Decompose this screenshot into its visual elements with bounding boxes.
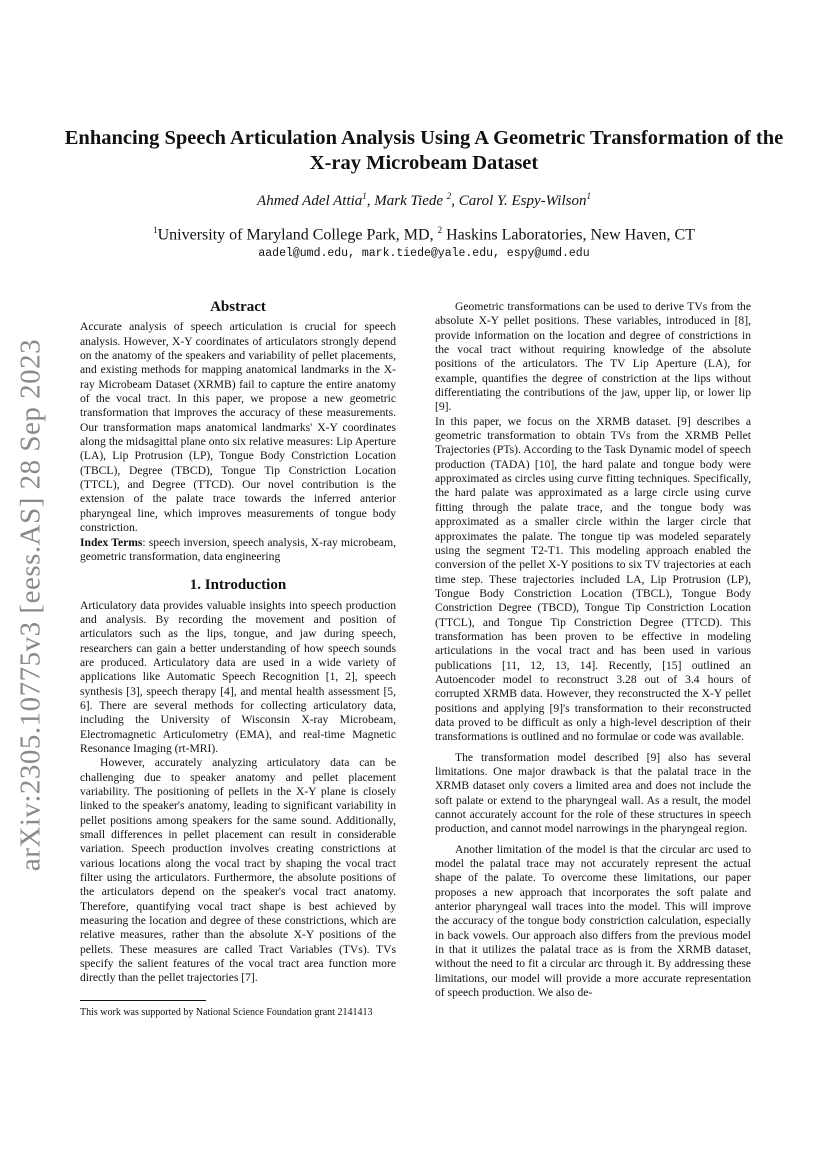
abstract-text: Accurate analysis of speech articulation is crucial for speech analysis. However, X-Y coordinates of articulators strongly depend on the anatomy of the speakers and variability of pellet placements, and existing methods for mapping anatomical landmarks in the X-ray Microbeam Dataset (XRMB) fail to capture the entire anatomy of the vocal tract. In this paper, we propose a new geometric transformation that improves the accuracy of these measurements. Our transformation maps anatomical landmarks' X-Y coordinates along the midsagittal plane onto six relative measures: Lip Aperture (LA), Lip Protrusion (LP), Tongue Body Constriction Location (TBCL), Degree (TBCD), Tongue Tip Constriction Location (TTCL), and Degree (TTCD). Our novel contribution is the extension of the palate trace towards the inferred anterior pharyngeal line, which improves measurements of tongue body constriction. — [80, 320, 396, 535]
body-paragraph: In this paper, we focus on the XRMB dataset. [9] describes a geometric transformation to obtain TVs from the XRMB Pellet Trajectories (PTs). According to the Task Dynamic model of speech production (TADA) [10], the hard palate and tongue body were approximated as circles using curve fitting techniques. Specifically, the hard palate was approximated as a large circle using curve fitting through the palate trace, and the tongue body was approximated as a smaller circle within the larger circle that approximates the palate. The tongue tip was modeled separately using the segment T2-T1. This modeling approach enabled the conversion of the pellet X-Y positions to six TV trajectories at each time step. These trajectories included LA, Lip Protrusion (LP), Tongue Body Constriction Location (TBCL), Tongue Body Constriction Degree (TBCD), Tongue Tip Constriction Location (TTCL), and Tongue Tip Constriction Degree (TTCD). This transformation has been proven to be effective in modeling articulations in the vocal tract and has been used in various publications [11, 12, 13, 14]. Recently, [15] outlined an Autoencoder model to reconstruct 3.28 out of 3.4 hours of corrupted XRMB data. However, they reconstructed the X-Y pellet positions and applying [9]'s transformation to their reconstructed data proved to be difficult as only a high-level description of their transformations is outlined and no formulae or code was available. — [435, 414, 751, 744]
body-paragraph: Another limitation of the model is that the circular arc used to model the palatal trace may not accurately represent the actual shape of the palate. To overcome these limitations, our paper proposes a new approach that incorporates the soft palate and anterior pharyngeal wall traces into the model. This will improve the accuracy of the tongue body constriction calculation, especially in back vowels. Our approach also differs from the previous model in that it utilizes the palatal trace as is from the XRMB dataset, without the need to fit a circular arc through it. By addressing these limitations, our model will provide a more accurate representation of speech production. We also de- — [435, 842, 751, 1000]
author-emails: aadel@umd.edu, mark.tiede@yale.edu, espy@umd.edu — [258, 247, 590, 260]
left-column — [80, 300, 396, 986]
author-list: Ahmed Adel Attia$^1$, Mark Tiede $^2$, Carol Y. Espy-Wilson$^1$ — [257, 191, 591, 209]
affiliations: $^1$University of Maryland College Park, MD, $^2$ Haskins Laboratories, New Haven, CT — [153, 225, 695, 244]
right-column — [435, 300, 751, 1001]
paper-title: Enhancing Speech Articulation Analysis Using A Geometric Transformation of the X-ray Microbeam Dataset — [64, 127, 784, 174]
author-name: Ahmed Adel Attia — [257, 193, 363, 209]
footnote: This work was supported by National Science Foundation grant 2141413 — [80, 1007, 373, 1018]
introduction-heading: 1. Introduction — [189, 577, 287, 594]
body-paragraph: The transformation model described [9] also has several limitations. One major drawback is that the palatal trace in the XRMB dataset only covers a limited area and does not include the soft palate or extend to the pharyngeal wall. As a result, the model cannot accurately account for the role of these structures in speech production, and cannot model narrowings in the pharyngeal region. — [435, 750, 751, 836]
footnote-rule — [80, 1000, 206, 1001]
author-name: Carol Y. Espy-Wilson — [458, 193, 587, 209]
body-paragraph: Geometric transformations can be used to derive TVs from the absolute X-Y pellet positions. These variables, introduced in [8], provide information on the location and degree of constrictions in the vocal tract without requiring knowledge of the absolute positions of the articulators. The TV Lip Aperture (LA), for example, quantifies the degree of constriction at the lips without differentiating the contributions of the jaw, upper lip, or lower lip [9]. — [435, 300, 751, 414]
intro-paragraph: However, accurately analyzing articulatory data can be challenging due to speaker anatomy and pellet placement variability. The positioning of pellets in the X-Y plane is closely linked to the speaker's anatomy, leading to significant variability in pellet positions among speakers for the same sound. Additionally, small differences in pellet placement can result in considerable variation. Speech production involves creating constrictions at various locations along the vocal tract by shaping the vocal tract filter using the articulators. Furthermore, the absolute positions of the articulators depend on the speaker's vocal tract anatomy. Therefore, quantifying vocal tract shape is best achieved by measuring the location and degree of these constrictions, which are relative measures, rather than the absolute X-Y positions of the pellets. These measures are called Tract Variables (TVs). TVs specify the salient features of the vocal tract area function more directly than the pellet trajectories [7]. — [80, 756, 396, 985]
arxiv-stamp: arXiv:2305.10775v3 [eess.AS] 28 Sep 2023 — [14, 338, 47, 872]
author-mark: 2 — [446, 191, 452, 201]
author-mark: 1 — [362, 191, 367, 201]
abstract-heading: Abstract — [210, 299, 266, 315]
author-name: Mark Tiede — [374, 193, 447, 209]
intro-paragraph: Articulatory data provides valuable insights into speech production and analysis. By recording the movement and position of articulators such as the lips, tongue, and jaw during speech, researchers can gain a better understanding of how speech sounds are produced. Articulatory data are used in a wide variety of applications like Automatic Speech Recognition [1, 2], speech synthesis [3], speech therapy [4], and mental health assessment [5, 6]. There are several methods for collecting articulatory data, including the University of Wisconsin X-ray Microbeam, Electromagnetic Articulometry (EMA), and real-time Magnetic Resonance Imaging (rt-MRI). — [80, 598, 396, 755]
index-terms: Index Terms: speech inversion, speech analysis, X-ray microbeam, geometric transformation, data engineering — [80, 535, 396, 563]
author-mark: 1 — [586, 191, 591, 201]
